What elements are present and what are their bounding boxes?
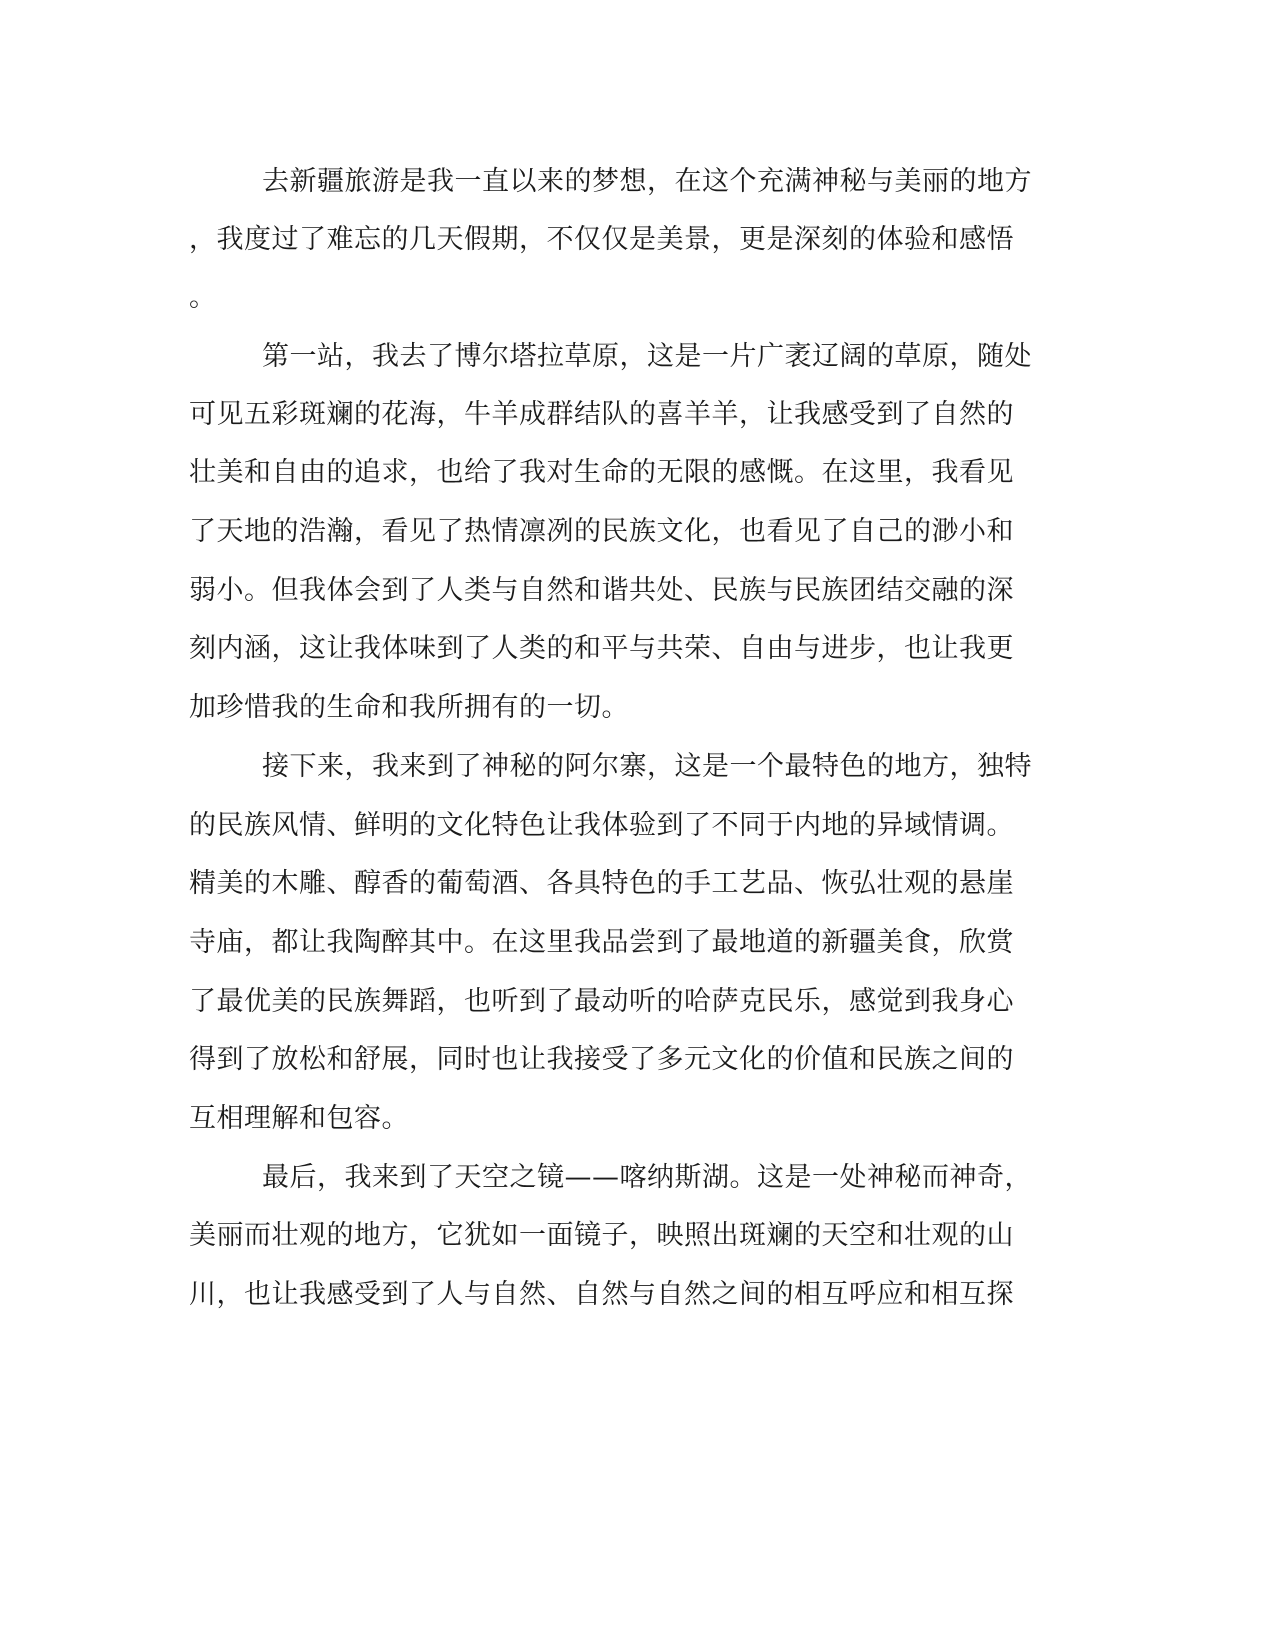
- paragraph-3-line-3: 精美的木雕、醇香的葡萄酒、各具特色的手工艺品、恢弘壮观的悬崖: [189, 868, 1014, 899]
- paragraph-1-line-3: 。: [189, 282, 217, 313]
- paragraph-2-line-3: 壮美和自由的追求，也给了我对生命的无限的感慨。在这里，我看见: [189, 457, 1014, 488]
- paragraph-2-line-4: 了天地的浩瀚，看见了热情凛冽的民族文化，也看见了自己的渺小和: [189, 516, 1014, 547]
- paragraph-4-line-2: 美丽而壮观的地方，它犹如一面镜子，映照出斑斓的天空和壮观的山: [189, 1220, 1014, 1251]
- paragraph-3-line-7: 互相理解和包容。: [189, 1103, 409, 1134]
- paragraph-1-line-2: ，我度过了难忘的几天假期，不仅仅是美景，更是深刻的体验和感悟: [189, 224, 1014, 255]
- paragraph-2-line-2: 可见五彩斑斓的花海，牛羊成群结队的喜羊羊，让我感受到了自然的: [189, 399, 1014, 430]
- paragraph-3-line-5: 了最优美的民族舞蹈，也听到了最动听的哈萨克民乐，感觉到我身心: [189, 986, 1014, 1017]
- paragraph-2-line-1: 第一站，我去了博尔塔拉草原，这是一片广袤辽阔的草原，随处: [262, 341, 1032, 372]
- paragraph-2-line-6: 刻内涵，这让我体味到了人类的和平与共荣、自由与进步，也让我更: [189, 633, 1014, 664]
- paragraph-4-line-1: 最后，我来到了天空之镜——喀纳斯湖。这是一处神秘而神奇，: [262, 1162, 1032, 1193]
- paragraph-3-line-2: 的民族风情、鲜明的文化特色让我体验到了不同于内地的异域情调。: [189, 810, 1014, 841]
- paragraph-3-line-1: 接下来，我来到了神秘的阿尔寨，这是一个最特色的地方，独特: [262, 751, 1032, 782]
- paragraph-2-line-5: 弱小。但我体会到了人类与自然和谐共处、民族与民族团结交融的深: [189, 575, 1014, 606]
- paragraph-3-line-4: 寺庙，都让我陶醉其中。在这里我品尝到了最地道的新疆美食，欣赏: [189, 927, 1014, 958]
- paragraph-3-line-6: 得到了放松和舒展，同时也让我接受了多元文化的价值和民族之间的: [189, 1044, 1014, 1075]
- paragraph-1-line-1: 去新疆旅游是我一直以来的梦想，在这个充满神秘与美丽的地方: [262, 166, 1032, 197]
- paragraph-2-line-7: 加珍惜我的生命和我所拥有的一切。: [189, 692, 629, 723]
- paragraph-4-line-3: 川，也让我感受到了人与自然、自然与自然之间的相互呼应和相互探: [189, 1279, 1014, 1310]
